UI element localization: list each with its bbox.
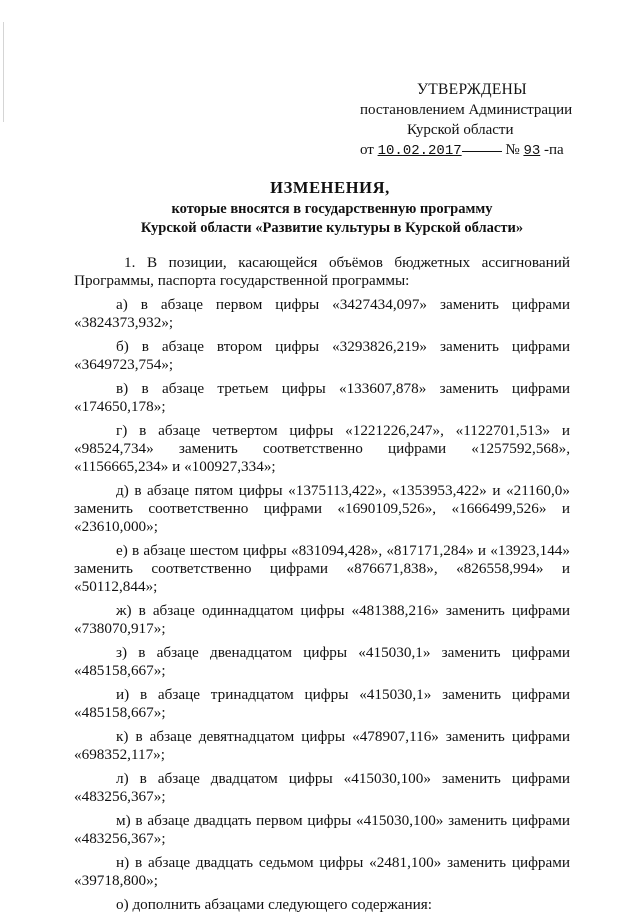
date-blank-line — [462, 151, 502, 152]
paragraph-v: в) в абзаце третьем цифры «133607,878» заменить цифрами «174650,178»; — [74, 380, 570, 415]
approval-number: 93 — [523, 143, 541, 159]
approval-line-administration: постановлением Администрации — [360, 102, 573, 118]
number-suffix: -па — [544, 142, 564, 158]
date-prefix: от — [360, 142, 374, 158]
approval-stamp — [360, 80, 600, 161]
paragraph-g: г) в абзаце четвертом цифры «1221226,247», «1122701,513» и «98524,734» заменить соответственно цифрами «1257592,568», «1156665,234» и «100927,334»; — [74, 422, 570, 475]
paragraph-i: и) в абзаце тринадцатом цифры «415030,1» заменить цифрами «485158,667»; — [74, 686, 570, 721]
subtitle-line-2: Курской области «Развитие культуры в Курской области» — [140, 220, 524, 236]
paragraph-b: б) в абзаце втором цифры «3293826,219» заменить цифрами «3649723,754»; — [74, 338, 570, 373]
paragraph-m: м) в абзаце двадцать первом цифры «415030,100» заменить цифрами «483256,367»; — [74, 812, 570, 847]
approval-date-row — [360, 140, 600, 161]
document-subtitle — [12, 200, 640, 238]
number-prefix: № — [505, 142, 520, 158]
approval-title: УТВЕРЖДЕНЫ — [417, 81, 527, 98]
margin-mark — [3, 22, 4, 122]
paragraph-o: о) дополнить абзацами следующего содержания: — [116, 896, 432, 913]
paragraph-e: е) в абзаце шестом цифры «831094,428», «817171,284» и «13923,144» заменить соответственно цифрами «876671,838», «826558,994» и «50112,844»; — [74, 542, 570, 595]
approval-line-region: Курской области — [407, 122, 514, 138]
paragraph-n: н) в абзаце двадцать седьмом цифры «2481,100» заменить цифрами «39718,800»; — [74, 854, 570, 889]
paragraph-z: з) в абзаце двенадцатом цифры «415030,1» заменить цифрами «485158,667»; — [74, 644, 570, 679]
paragraph-d: д) в абзаце пятом цифры «1375113,422», «1353953,422» и «21160,0» заменить соответственно цифрами «1690109,526», «1666499,526» и «23610,000»; — [74, 482, 570, 535]
document-body — [74, 254, 570, 920]
paragraph-k: к) в абзаце девятнадцатом цифры «478907,116» заменить цифрами «698352,117»; — [74, 728, 570, 763]
paragraph-l: л) в абзаце двадцатом цифры «415030,100» заменить цифрами «483256,367»; — [74, 770, 570, 805]
document-title: ИЗМЕНЕНИЯ, — [270, 178, 390, 197]
paragraph-1: 1. В позиции, касающейся объёмов бюджетных ассигнований Программы, паспорта государственной программы: — [74, 254, 570, 289]
paragraph-a: а) в абзаце первом цифры «3427434,097» заменить цифрами «3824373,932»; — [74, 296, 570, 331]
subtitle-line-1: которые вносятся в государственную программу — [171, 201, 493, 217]
approval-date: 10.02.2017 — [377, 143, 462, 159]
paragraph-zh: ж) в абзаце одиннадцатом цифры «481388,216» заменить цифрами «738070,917»; — [74, 602, 570, 637]
